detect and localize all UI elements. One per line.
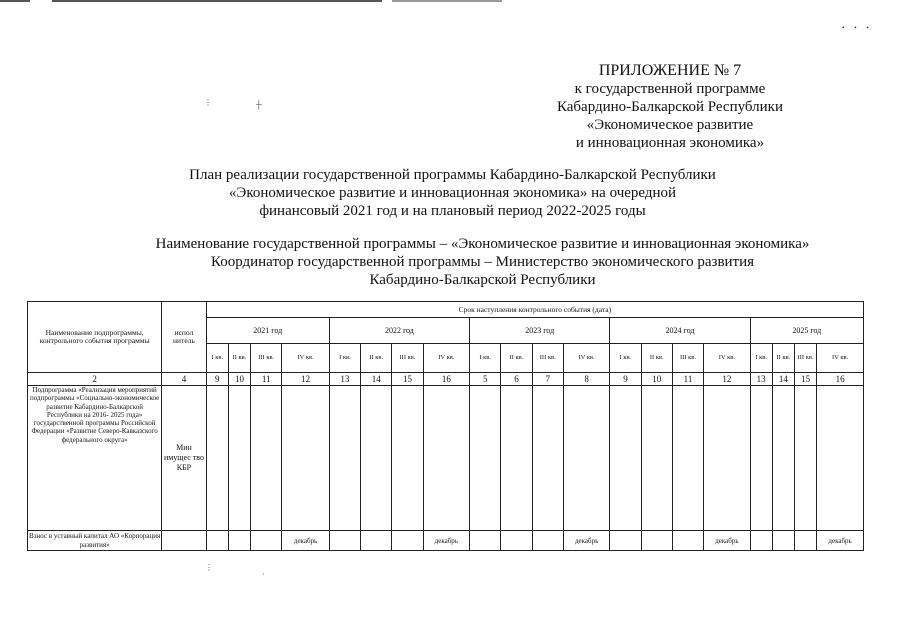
document-title bbox=[145, 166, 760, 220]
column-number: 11 bbox=[672, 373, 703, 386]
table-cell bbox=[423, 386, 469, 531]
table-cell bbox=[794, 531, 816, 551]
table-cell bbox=[206, 531, 228, 551]
quarter-header: I кв. bbox=[610, 344, 641, 373]
quarter-header: III кв. bbox=[532, 344, 563, 373]
table-cell bbox=[750, 386, 772, 531]
table-cell bbox=[532, 531, 563, 551]
appendix-line: к государственной программе bbox=[574, 81, 766, 97]
quarter-header: III кв. bbox=[251, 344, 282, 373]
program-name: Наименование государственной программы – «Экономическое развитие и инновационная экономика» bbox=[155, 236, 810, 252]
title-line: «Экономическое развитие и инновационная экономика» на очередной bbox=[228, 185, 677, 201]
title-line: финансовый 2021 год и на плановый период 2022-2025 годы bbox=[259, 203, 646, 219]
year-header: 2022 год bbox=[329, 318, 469, 344]
column-number: 12 bbox=[282, 373, 329, 386]
column-number: 11 bbox=[251, 373, 282, 386]
column-number: 6 bbox=[501, 373, 532, 386]
table-cell bbox=[361, 386, 392, 531]
table-cell bbox=[251, 386, 282, 531]
column-number: 13 bbox=[750, 373, 772, 386]
scan-artifact: ┼ bbox=[256, 100, 262, 109]
column-number: 5 bbox=[470, 373, 501, 386]
table-row bbox=[28, 386, 864, 531]
quarter-header: I кв. bbox=[470, 344, 501, 373]
subprogram-executor: Мин имущес тво КБР bbox=[162, 386, 206, 531]
table-cell bbox=[392, 386, 423, 531]
table-cell bbox=[282, 386, 329, 531]
column-number: 9 bbox=[610, 373, 641, 386]
quarter-header: IV кв. bbox=[282, 344, 329, 373]
executor-column-header: испол нитель bbox=[162, 302, 206, 373]
event-name: Взнос в уставный капитал АО «Корпорация развития» bbox=[29, 532, 161, 549]
plan-table bbox=[27, 301, 864, 551]
event-date-2021: декабрь bbox=[282, 531, 329, 551]
column-number: 9 bbox=[206, 373, 228, 386]
year-header: 2021 год bbox=[206, 318, 329, 344]
table-cell bbox=[750, 531, 772, 551]
column-number: 13 bbox=[329, 373, 360, 386]
table-cell bbox=[251, 531, 282, 551]
year-header: 2023 год bbox=[470, 318, 610, 344]
quarter-header: II кв. bbox=[641, 344, 672, 373]
table-cell bbox=[563, 386, 609, 531]
column-number: 14 bbox=[772, 373, 794, 386]
table-cell bbox=[361, 531, 392, 551]
table-cell bbox=[228, 531, 250, 551]
column-number: 16 bbox=[423, 373, 469, 386]
table-cell bbox=[470, 531, 501, 551]
table-cell bbox=[610, 386, 641, 531]
event-date-2025: декабрь bbox=[817, 531, 864, 551]
table-cell bbox=[610, 531, 641, 551]
quarter-header: IV кв. bbox=[817, 344, 864, 373]
column-number: 10 bbox=[641, 373, 672, 386]
table-cell bbox=[532, 386, 563, 531]
quarter-header: III кв. bbox=[392, 344, 423, 373]
column-number: 15 bbox=[392, 373, 423, 386]
program-info bbox=[110, 235, 855, 289]
quarter-header: I кв. bbox=[750, 344, 772, 373]
quarter-header: II кв. bbox=[772, 344, 794, 373]
scan-artifact: • • • bbox=[842, 24, 873, 32]
quarter-header: II кв. bbox=[361, 344, 392, 373]
table-cell bbox=[704, 386, 750, 531]
event-date-2024: декабрь bbox=[704, 531, 750, 551]
column-number: 10 bbox=[228, 373, 250, 386]
column-number: 2 bbox=[28, 373, 162, 386]
quarter-header: III кв. bbox=[672, 344, 703, 373]
appendix-line: и инновационная экономика» bbox=[575, 135, 765, 151]
column-number: 4 bbox=[162, 373, 206, 386]
year-header: 2025 год bbox=[750, 318, 863, 344]
table-cell bbox=[641, 386, 672, 531]
table-cell bbox=[329, 386, 360, 531]
table-cell bbox=[772, 531, 794, 551]
appendix-number: ПРИЛОЖЕНИЕ № 7 bbox=[598, 62, 742, 79]
event-date-2022: декабрь bbox=[423, 531, 469, 551]
year-header: 2024 год bbox=[610, 318, 750, 344]
quarter-header: II кв. bbox=[501, 344, 532, 373]
table-row bbox=[28, 531, 864, 551]
appendix-line: Кабардино-Балкарской Республики bbox=[556, 99, 783, 115]
column-number: 15 bbox=[794, 373, 816, 386]
quarter-header: I кв. bbox=[206, 344, 228, 373]
appendix-line: «Экономическое развитие bbox=[586, 117, 754, 133]
table-cell bbox=[641, 531, 672, 551]
table-cell bbox=[206, 386, 228, 531]
table-cell bbox=[817, 386, 864, 531]
column-number: 12 bbox=[704, 373, 750, 386]
quarter-header: I кв. bbox=[329, 344, 360, 373]
quarter-header: IV кв. bbox=[704, 344, 750, 373]
period-header: Срок наступления контрольного события (дата) bbox=[206, 302, 863, 318]
scan-top-edge bbox=[0, 0, 540, 4]
title-line: План реализации государственной программы Кабардино-Балкарской Республики bbox=[189, 167, 716, 183]
column-number: 7 bbox=[532, 373, 563, 386]
table-cell bbox=[470, 386, 501, 531]
quarter-header: IV кв. bbox=[563, 344, 609, 373]
subprogram-name: Подпрограмма «Реализация мероприятий подпрограммы «Социально-экономическое развитие Кабардино-Балкарской Республики на 2016- 2025 года» государственной программы Российской Федерации «Развитие Северо-Кавказского федерального округа» bbox=[28, 386, 162, 531]
event-executor bbox=[162, 531, 206, 551]
program-coordinator: Координатор государственной программы – Министерство экономического развития bbox=[210, 254, 755, 270]
quarter-header: IV кв. bbox=[423, 344, 469, 373]
event-date-2023: декабрь bbox=[563, 531, 609, 551]
table-cell bbox=[228, 386, 250, 531]
table-cell bbox=[672, 386, 703, 531]
table-cell bbox=[794, 386, 816, 531]
column-number: 8 bbox=[563, 373, 609, 386]
column-number: 14 bbox=[361, 373, 392, 386]
quarter-header: III кв. bbox=[794, 344, 816, 373]
table-cell bbox=[501, 531, 532, 551]
appendix-heading bbox=[557, 62, 783, 152]
table-cell bbox=[672, 531, 703, 551]
program-coordinator: Кабардино-Балкарской Республики bbox=[369, 272, 596, 288]
table-cell bbox=[329, 531, 360, 551]
table-cell bbox=[772, 386, 794, 531]
table-cell bbox=[501, 386, 532, 531]
scan-artifact: ⋮ bbox=[205, 563, 213, 572]
column-number: 16 bbox=[817, 373, 864, 386]
table-cell bbox=[392, 531, 423, 551]
name-column-header: Наименование подпрограммы, контрольного события программы bbox=[28, 302, 162, 373]
scan-artifact: · bbox=[262, 570, 265, 579]
quarter-header: II кв. bbox=[228, 344, 250, 373]
scan-artifact: ⋮ bbox=[204, 98, 212, 107]
